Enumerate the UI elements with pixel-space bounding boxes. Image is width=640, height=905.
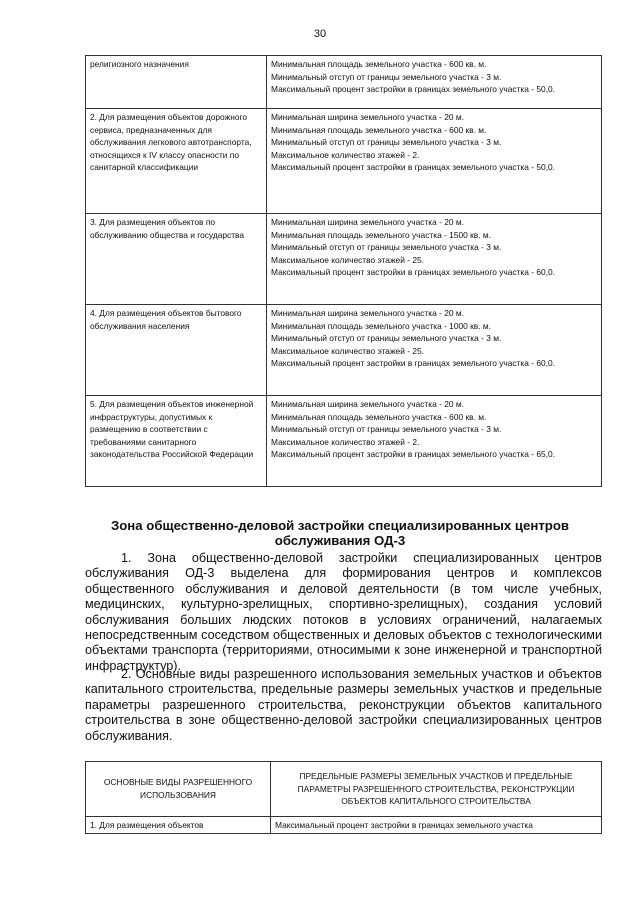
parameter-line: Максимальный процент застройки в границах земельного участка - 50,0. xyxy=(271,162,556,172)
use-type-cell: 3. Для размещения объектов по обслуживанию общества и государства xyxy=(86,214,267,305)
parameter-line: Минимальная площадь земельного участка - 600 кв. м. xyxy=(271,59,487,69)
use-type-cell: 2. Для размещения объектов дорожного сервиса, предназначенных для обслуживания легкового автотранспорта, относящихся к IV классу опасности по санитарной классификации xyxy=(86,109,267,214)
paragraph-2-text: 2. Основные виды разрешенного использования земельных участков и объектов капитального строительства, предельные размеры земельных участков и предельные параметры разрешенного строительства, реконструкции объектов капитального строительства в зоне общественно-деловой застройки специализированных центров обслуживания. xyxy=(85,667,602,743)
parameter-line: Минимальная площадь земельного участка - 600 кв. м. xyxy=(271,124,487,135)
use-type-cell: 5. Для размещения объектов инженерной инфраструктуры, допустимых к размещению в соответствии с требованиями санитарного законодательства Российской Федерации xyxy=(86,396,267,487)
parameter-line: Минимальный отступ от границы земельного участка - 3 м. xyxy=(271,242,502,252)
table-row xyxy=(86,214,602,305)
regulations-table xyxy=(85,761,602,834)
table-row xyxy=(86,305,602,396)
parameter-line: Минимальный отступ от границы земельного участка - 3 м. xyxy=(271,137,502,147)
parameter-line: Минимальный отступ от границы земельного участка - 3 м. xyxy=(271,333,502,343)
use-type-cell: религиозного назначения xyxy=(86,56,267,109)
parameter-line: Максимальное количество этажей - 25. xyxy=(271,254,424,265)
parameter-line: Минимальный отступ от границы земельного участка - 3 м. xyxy=(271,71,502,82)
use-type-cell: 1. Для размещения объектов xyxy=(86,816,271,834)
paragraph-1-text: 1. Зона общественно-деловой застройки специализированных центров обслуживания ОД-3 выделена для формирования центров и комплексов общественного обслуживания и деловой деятельности (в том числе учебных, медицинских, культурно-зрелищных, спортивно-зрелищных), создания условий обслуживания больших людских потоков в условиях ограничений, налагаемых непосредственным соседством общественных и деловых объектов с технологическими объектами транспорта (территориями, относимыми к зоне инженерной и транспортной инфраструктур). xyxy=(85,551,602,673)
zone-title: Зона общественно-деловой застройки специализированных центров обслуживания ОД-3 xyxy=(110,518,569,548)
table-row xyxy=(86,109,602,214)
parameter-line: Минимальная площадь земельного участка - 600 кв. м. xyxy=(271,411,487,422)
column-header-parameters: ПРЕДЕЛЬНЫЕ РАЗМЕРЫ ЗЕМЕЛЬНЫХ УЧАСТКОВ И ПРЕДЕЛЬНЫЕ ПАРАМЕТРЫ РАЗРЕШЕННОГО СТРОИТЕЛЬСТВА, РЕКОНСТРУКЦИИ ОБЪЕКТОВ КАПИТАЛЬНОГО СТРОИТЕЛЬСТВА xyxy=(271,762,602,817)
parameter-line: Максимальный процент застройки в границах земельного участка - 60,0. xyxy=(271,358,556,368)
parameter-line: Максимальный процент застройки в границах земельного участка - 50,0. xyxy=(271,84,556,94)
parameter-line: Минимальная ширина земельного участка - 20 м. xyxy=(271,112,464,122)
parameters-cell xyxy=(267,305,602,396)
parameters-cell xyxy=(267,214,602,305)
parameter-line: Максимальный процент застройки в границах земельного участка - 65,0. xyxy=(271,449,556,459)
parameter-line: Минимальная площадь земельного участка - 1000 кв. м. xyxy=(271,320,491,331)
parameter-line: Минимальный отступ от границы земельного участка - 3 м. xyxy=(271,424,502,434)
parameters-cell xyxy=(267,56,602,109)
parameters-cell xyxy=(267,109,602,214)
paragraph-2 xyxy=(85,667,602,744)
paragraph-1 xyxy=(85,551,602,674)
column-header-use-types: ОСНОВНЫЕ ВИДЫ РАЗРЕШЕННОГО ИСПОЛЬЗОВАНИЯ xyxy=(86,762,271,817)
table-header-row xyxy=(86,762,602,817)
use-type-cell: 4. Для размещения объектов бытового обслуживания населения xyxy=(86,305,267,396)
parameter-line: Максимальное количество этажей - 2. xyxy=(271,149,420,160)
parameter-line: Минимальная площадь земельного участка - 1500 кв. м. xyxy=(271,229,491,240)
table-row xyxy=(86,56,602,109)
table-row xyxy=(86,816,602,834)
table-row xyxy=(86,396,602,487)
parameter-line: Максимальное количество этажей - 25. xyxy=(271,345,424,356)
parameter-line: Минимальная ширина земельного участка - 20 м. xyxy=(271,308,464,318)
parameters-cell: Максимальный процент застройки в границах земельного участка xyxy=(271,816,602,834)
parameter-line: Максимальный процент застройки в границах земельного участка - 60,0. xyxy=(271,267,556,277)
parameter-line: Минимальная ширина земельного участка - 20 м. xyxy=(271,217,464,227)
parameter-line: Максимальное количество этажей - 2. xyxy=(271,436,420,447)
regulations-table-continued xyxy=(85,55,602,487)
parameters-cell xyxy=(267,396,602,487)
page-number: 30 xyxy=(313,28,327,40)
parameter-line: Минимальная ширина земельного участка - 20 м. xyxy=(271,399,464,409)
